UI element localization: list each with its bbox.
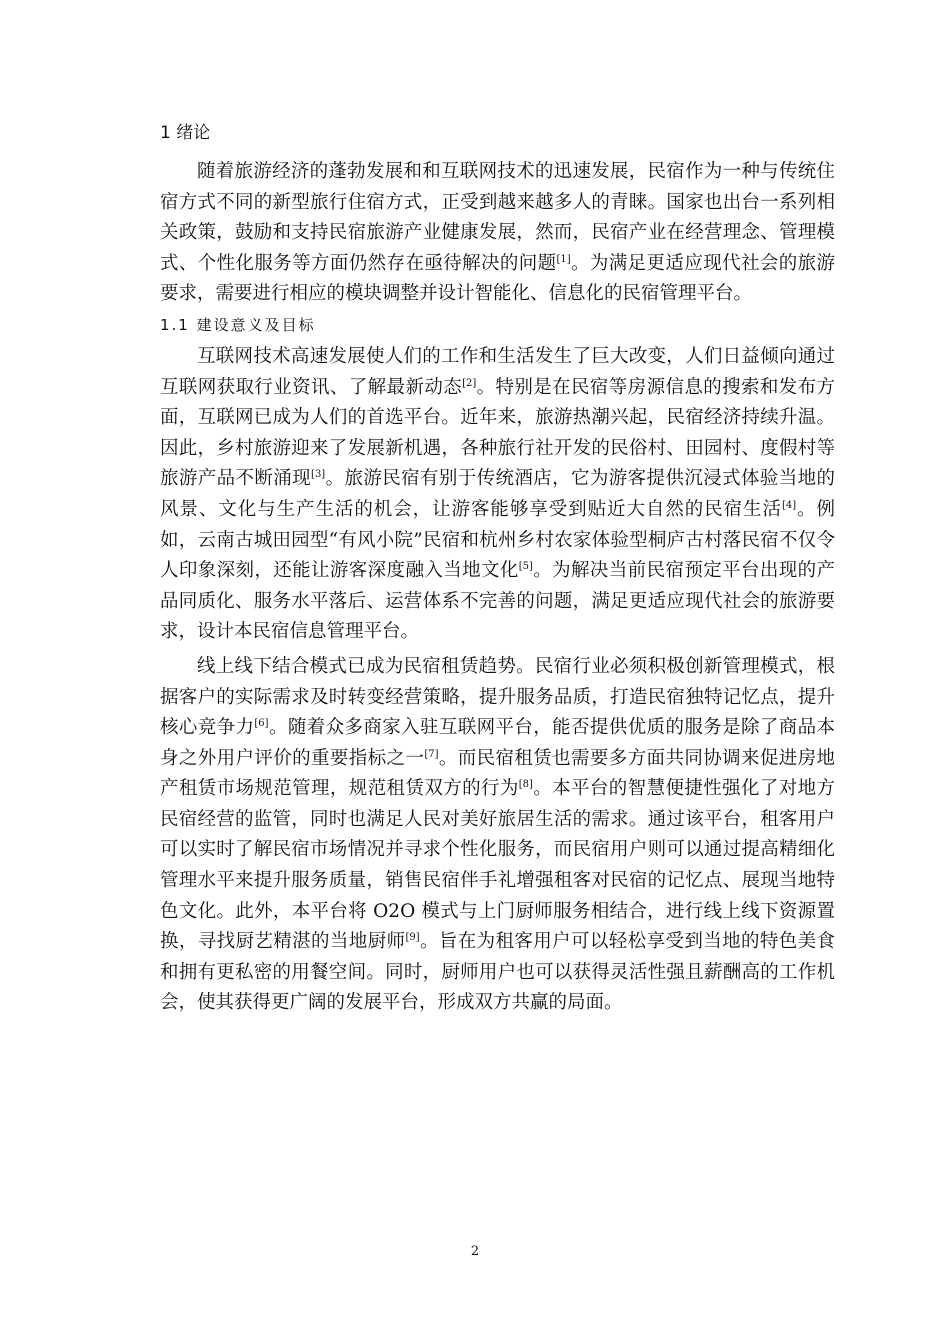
p1-text-1: 互联网技术高速发展使人们的工作和生活发生了巨大改变，人们日益倾向通过互联网获取行业资讯、了解最新动态: [160, 345, 835, 398]
p1-text-2: 。特别是在民宿等房源信息的搜索和发布方面，互联网已成为人们的首选平台。近年来，旅游热潮兴起，民宿经济持续升温。因此，乡村旅游迎来了发展新机遇，各种旅行社开发的民俗村、田园村、度假村等旅游产品不断涌现: [160, 376, 835, 490]
p1-text-4: 。例如，云南古城田园型“有风小院”民宿和杭州乡村农家体验型桐庐古村落民宿不仅令人印象深刻，还能让游客深度融入当地文化: [160, 498, 835, 582]
citation-7: [7]: [424, 748, 439, 760]
body-paragraph-2: [160, 652, 835, 1019]
citation-2: [2]: [462, 377, 477, 389]
p1-text-3: 。旅游民宿有别于传统酒店，它为游客提供沉浸式体验当地的风景、文化与生产生活的机会，让游客能够享受到贴近大自然的民宿生活: [160, 468, 835, 520]
p2-text-2: 。随着众多商家入驻互联网平台，能否提供优质的服务是除了商品本身之外用户评价的重要指标之一: [160, 717, 835, 769]
citation-6: [6]: [254, 718, 269, 730]
page-content: [160, 118, 835, 1023]
intro-text-1: 随着旅游经济的蓬勃发展和和互联网技术的迅速发展，民宿作为一种与传统住宿方式不同的新型旅行住宿方式，正受到越来越多人的青睐。国家也出台一系列相关政策，鼓励和支持民宿旅游产业健康发展，然而，民宿产业在经营理念、管理模式、个性化服务等方面仍然存在亟待解决的问题: [160, 161, 835, 274]
page-number: 2: [470, 1244, 480, 1259]
citation-1: [1]: [556, 253, 571, 265]
intro-paragraph: [160, 157, 835, 310]
citation-9: [9]: [405, 932, 420, 944]
chapter-heading: 1 绪论: [160, 123, 211, 143]
p1-text-5: 。为解决当前民宿预定平台出现的产品同质化、服务水平落后、运营体系不完善的问题，满足更适应现代社会的旅游要求，设计本民宿信息管理平台。: [160, 560, 835, 643]
citation-4: [4]: [781, 499, 797, 511]
intro-text-2: 。为满足更适应现代社会的旅游要求，需要进行相应的模块调整并设计智能化、信息化的民宿管理平台。: [160, 252, 835, 305]
citation-8: [8]: [518, 779, 533, 791]
p2-text-4: 。本平台的智慧便捷性强化了对地方民宿经营的监管，同时也满足人民对美好旅居生活的需求。通过该平台，租客用户可以实时了解民宿市场情况并寻求个性化服务，而民宿用户则可以通过提高精细化管理水平来提升服务质量，销售民宿伴手礼增强租客对民宿的记忆点、展现当地特色文化。此外，本平台将 O2O 模式与上门厨师服务相结合，进行线上线下资源置换，寻找厨艺精湛的当地厨师: [160, 778, 835, 953]
p2-text-5: 。旨在为租客用户可以轻松享受到当地的特色美食和拥有更私密的用餐空间。同时，厨师用户也可以获得灵活性强且薪酬高的工作机会，使其获得更广阔的发展平台，形成双方共赢的局面。: [160, 931, 835, 1014]
citation-3: [3]: [311, 469, 326, 481]
citation-5: [5]: [518, 561, 533, 573]
body-paragraph-1: [160, 342, 835, 648]
section-heading: 1.1 建设意义及目标: [160, 315, 316, 334]
p2-text-1: 线上线下结合模式已成为民宿租赁趋势。民宿行业必须积极创新管理模式，根据客户的实际需求及时转变经营策略，提升服务品质，打造民宿独特记忆点，提升核心竞争力: [160, 655, 835, 739]
p2-text-3: 。而民宿租赁也需要多方面共同协调来促进房地产租赁市场规范管理，规范租赁双方的行为: [160, 747, 835, 800]
